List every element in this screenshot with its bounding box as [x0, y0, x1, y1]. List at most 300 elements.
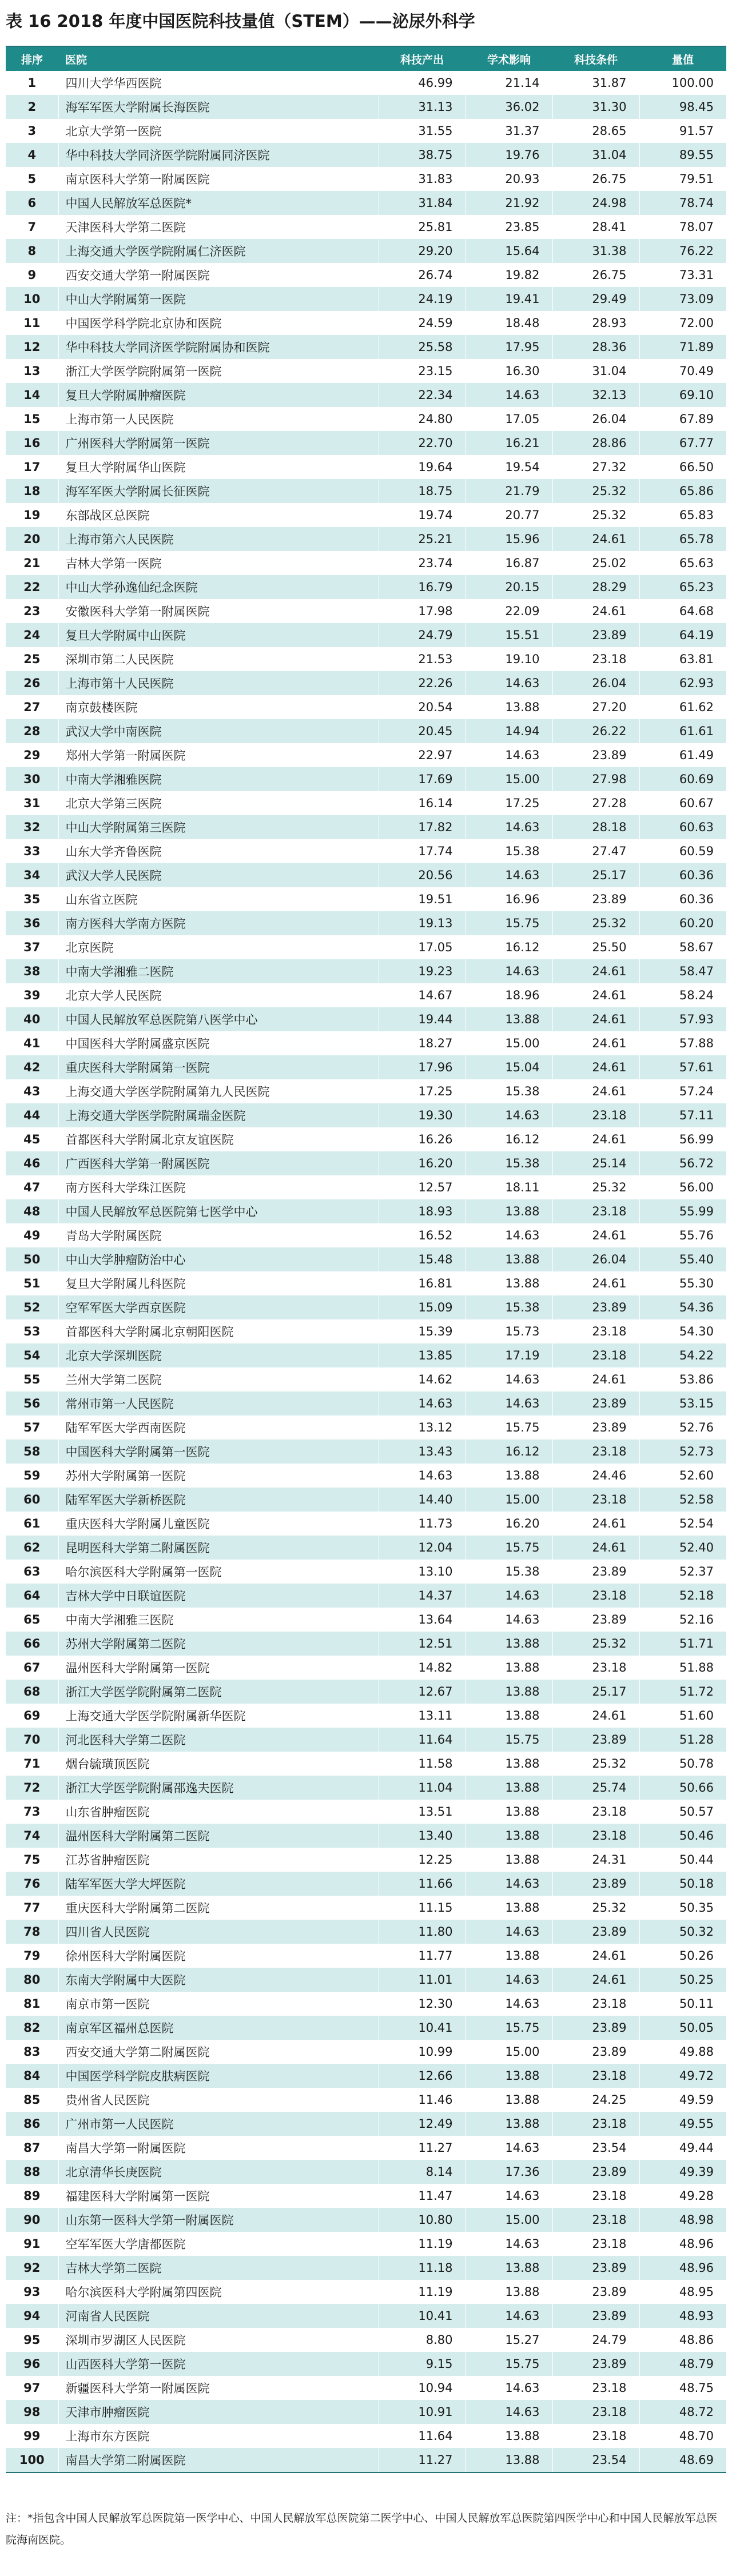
- cell-score: 63.81: [639, 647, 726, 671]
- cell-rank: 52: [6, 1295, 58, 1319]
- cell-hospital: 南方医科大学南方医院: [58, 911, 379, 935]
- cell-output: 14.63: [379, 1391, 466, 1415]
- cell-rank: 44: [6, 1103, 58, 1127]
- cell-score: 51.88: [639, 1656, 726, 1680]
- cell-impact: 18.48: [466, 311, 552, 335]
- cell-score: 76.22: [639, 239, 726, 263]
- cell-condition: 31.38: [552, 239, 639, 263]
- table-row: [6, 815, 726, 839]
- cell-score: 51.28: [639, 1728, 726, 1752]
- cell-score: 65.63: [639, 551, 726, 575]
- cell-output: 11.27: [379, 2136, 466, 2160]
- cell-output: 26.74: [379, 263, 466, 287]
- cell-impact: 16.96: [466, 887, 552, 911]
- cell-output: 11.19: [379, 2280, 466, 2304]
- cell-impact: 14.63: [466, 1223, 552, 1247]
- cell-output: 12.30: [379, 1992, 466, 2016]
- cell-condition: 25.17: [552, 1680, 639, 1704]
- table-row: [6, 95, 726, 119]
- cell-impact: 19.41: [466, 287, 552, 311]
- cell-condition: 23.89: [552, 1391, 639, 1415]
- cell-score: 51.72: [639, 1680, 726, 1704]
- cell-rank: 70: [6, 1728, 58, 1752]
- cell-score: 60.36: [639, 863, 726, 887]
- cell-output: 25.21: [379, 527, 466, 551]
- cell-rank: 16: [6, 431, 58, 455]
- cell-output: 10.94: [379, 2376, 466, 2400]
- table-row: [6, 2400, 726, 2424]
- cell-output: 12.49: [379, 2112, 466, 2136]
- cell-score: 60.20: [639, 911, 726, 935]
- table-row: [6, 2424, 726, 2448]
- cell-output: 29.20: [379, 239, 466, 263]
- cell-score: 48.75: [639, 2376, 726, 2400]
- page-title: 表 16 2018 年度中国医院科技量值（STEM）——泌尿外科学: [6, 11, 475, 31]
- cell-impact: 15.75: [466, 1728, 552, 1752]
- cell-output: 14.62: [379, 1367, 466, 1391]
- table-row: [6, 1872, 726, 1896]
- cell-score: 54.36: [639, 1295, 726, 1319]
- cell-rank: 57: [6, 1415, 58, 1439]
- cell-rank: 92: [6, 2256, 58, 2280]
- table-row: [6, 1367, 726, 1391]
- cell-condition: 28.36: [552, 335, 639, 359]
- cell-score: 48.96: [639, 2232, 726, 2256]
- cell-condition: 23.18: [552, 1800, 639, 1824]
- table-row: [6, 383, 726, 407]
- table-row: [6, 1968, 726, 1992]
- column-header-rank: 排序: [6, 46, 58, 71]
- cell-score: 60.69: [639, 767, 726, 791]
- cell-score: 57.24: [639, 1079, 726, 1103]
- table-row: [6, 1656, 726, 1680]
- cell-rank: 99: [6, 2424, 58, 2448]
- cell-rank: 50: [6, 1247, 58, 1271]
- cell-rank: 53: [6, 1319, 58, 1343]
- cell-impact: 14.63: [466, 1608, 552, 1632]
- cell-hospital: 首都医科大学附属北京友谊医院: [58, 1127, 379, 1151]
- table-row: [6, 1536, 726, 1560]
- cell-hospital: 深圳市罗湖区人民医院: [58, 2328, 379, 2352]
- cell-condition: 23.89: [552, 2352, 639, 2376]
- cell-rank: 35: [6, 887, 58, 911]
- cell-score: 50.05: [639, 2016, 726, 2040]
- cell-output: 24.79: [379, 623, 466, 647]
- table-row: [6, 2160, 726, 2184]
- cell-score: 52.40: [639, 1536, 726, 1560]
- cell-score: 55.76: [639, 1223, 726, 1247]
- cell-impact: 20.93: [466, 167, 552, 191]
- cell-hospital: 深圳市第二人民医院: [58, 647, 379, 671]
- cell-output: 19.51: [379, 887, 466, 911]
- cell-hospital: 华中科技大学同济医学院附属协和医院: [58, 335, 379, 359]
- table-row: [6, 935, 726, 959]
- cell-condition: 23.89: [552, 2304, 639, 2328]
- cell-condition: 24.61: [552, 1223, 639, 1247]
- cell-output: 19.74: [379, 503, 466, 527]
- cell-score: 50.26: [639, 1944, 726, 1968]
- table-row: [6, 1824, 726, 1848]
- cell-score: 50.18: [639, 1872, 726, 1896]
- cell-hospital: 上海交通大学医学院附属新华医院: [58, 1704, 379, 1728]
- cell-score: 58.67: [639, 935, 726, 959]
- cell-score: 55.40: [639, 1247, 726, 1271]
- cell-score: 89.55: [639, 143, 726, 167]
- cell-score: 48.96: [639, 2256, 726, 2280]
- table-row: [6, 2280, 726, 2304]
- cell-output: 14.40: [379, 1488, 466, 1512]
- cell-score: 49.39: [639, 2160, 726, 2184]
- cell-impact: 15.73: [466, 1319, 552, 1343]
- cell-condition: 24.61: [552, 1704, 639, 1728]
- cell-score: 48.95: [639, 2280, 726, 2304]
- cell-score: 52.73: [639, 1439, 726, 1464]
- cell-condition: 25.50: [552, 935, 639, 959]
- cell-impact: 15.38: [466, 839, 552, 863]
- cell-hospital: 山东省立医院: [58, 887, 379, 911]
- cell-condition: 31.04: [552, 143, 639, 167]
- cell-impact: 23.85: [466, 215, 552, 239]
- cell-score: 61.61: [639, 719, 726, 743]
- cell-hospital: 西安交通大学第一附属医院: [58, 263, 379, 287]
- cell-impact: 14.63: [466, 1367, 552, 1391]
- cell-rank: 64: [6, 1584, 58, 1608]
- cell-hospital: 吉林大学第二医院: [58, 2256, 379, 2280]
- cell-impact: 13.88: [466, 1824, 552, 1848]
- cell-condition: 23.89: [552, 2016, 639, 2040]
- cell-impact: 13.88: [466, 1271, 552, 1295]
- cell-impact: 14.63: [466, 1872, 552, 1896]
- cell-rank: 37: [6, 935, 58, 959]
- cell-score: 70.49: [639, 359, 726, 383]
- cell-rank: 62: [6, 1536, 58, 1560]
- cell-rank: 34: [6, 863, 58, 887]
- cell-output: 11.19: [379, 2232, 466, 2256]
- cell-rank: 85: [6, 2088, 58, 2112]
- cell-impact: 18.96: [466, 983, 552, 1007]
- cell-output: 21.53: [379, 647, 466, 671]
- cell-output: 16.20: [379, 1151, 466, 1175]
- cell-hospital: 福建医科大学附属第一医院: [58, 2184, 379, 2208]
- cell-hospital: 兰州大学第二医院: [58, 1367, 379, 1391]
- cell-rank: 51: [6, 1271, 58, 1295]
- cell-hospital: 中南大学湘雅医院: [58, 767, 379, 791]
- cell-condition: 26.22: [552, 719, 639, 743]
- cell-hospital: 吉林大学中日联谊医院: [58, 1584, 379, 1608]
- table-row: [6, 551, 726, 575]
- cell-rank: 26: [6, 671, 58, 695]
- cell-rank: 54: [6, 1343, 58, 1367]
- cell-hospital: 南京军区福州总医院: [58, 2016, 379, 2040]
- cell-hospital: 浙江大学医学院附属第二医院: [58, 1680, 379, 1704]
- cell-output: 20.45: [379, 719, 466, 743]
- cell-impact: 15.00: [466, 2208, 552, 2232]
- cell-output: 13.64: [379, 1608, 466, 1632]
- cell-score: 100.00: [639, 71, 726, 95]
- cell-hospital: 首都医科大学附属北京朝阳医院: [58, 1319, 379, 1343]
- cell-condition: 23.18: [552, 1343, 639, 1367]
- cell-score: 65.86: [639, 479, 726, 503]
- cell-condition: 24.61: [552, 1536, 639, 1560]
- ranking-table: [6, 46, 726, 2473]
- table-row: [6, 1391, 726, 1415]
- cell-impact: 20.77: [466, 503, 552, 527]
- cell-rank: 30: [6, 767, 58, 791]
- cell-impact: 19.76: [466, 143, 552, 167]
- table-row: [6, 455, 726, 479]
- cell-output: 12.57: [379, 1175, 466, 1199]
- cell-condition: 28.29: [552, 575, 639, 599]
- cell-output: 24.59: [379, 311, 466, 335]
- cell-impact: 15.96: [466, 527, 552, 551]
- cell-condition: 25.32: [552, 503, 639, 527]
- cell-hospital: 安徽医科大学第一附属医院: [58, 599, 379, 623]
- cell-rank: 3: [6, 119, 58, 143]
- cell-score: 57.61: [639, 1055, 726, 1079]
- cell-rank: 72: [6, 1776, 58, 1800]
- cell-condition: 27.47: [552, 839, 639, 863]
- cell-rank: 2: [6, 95, 58, 119]
- cell-condition: 23.18: [552, 2112, 639, 2136]
- cell-rank: 36: [6, 911, 58, 935]
- cell-output: 19.23: [379, 959, 466, 983]
- cell-impact: 15.75: [466, 1415, 552, 1439]
- table-row: [6, 1175, 726, 1199]
- table-row: [6, 2232, 726, 2256]
- cell-condition: 25.17: [552, 863, 639, 887]
- cell-hospital: 重庆医科大学附属第二医院: [58, 1896, 379, 1920]
- table-row: [6, 1992, 726, 2016]
- cell-score: 56.00: [639, 1175, 726, 1199]
- cell-output: 17.74: [379, 839, 466, 863]
- cell-rank: 61: [6, 1512, 58, 1536]
- cell-condition: 23.18: [552, 2232, 639, 2256]
- cell-impact: 13.88: [466, 2280, 552, 2304]
- table-row: [6, 263, 726, 287]
- cell-rank: 8: [6, 239, 58, 263]
- cell-impact: 14.63: [466, 1584, 552, 1608]
- cell-impact: 13.88: [466, 1199, 552, 1223]
- table-row: [6, 2328, 726, 2352]
- table-row: [6, 1223, 726, 1247]
- cell-condition: 23.89: [552, 623, 639, 647]
- cell-impact: 22.09: [466, 599, 552, 623]
- cell-condition: 23.18: [552, 1439, 639, 1464]
- cell-impact: 17.05: [466, 407, 552, 431]
- cell-output: 11.04: [379, 1776, 466, 1800]
- cell-rank: 55: [6, 1367, 58, 1391]
- cell-condition: 28.18: [552, 815, 639, 839]
- cell-condition: 23.89: [552, 2280, 639, 2304]
- cell-score: 57.88: [639, 1031, 726, 1055]
- cell-output: 13.11: [379, 1704, 466, 1728]
- table-row: [6, 1920, 726, 1944]
- table-row: [6, 143, 726, 167]
- cell-hospital: 广西医科大学第一附属医院: [58, 1151, 379, 1175]
- cell-score: 52.54: [639, 1512, 726, 1536]
- cell-impact: 15.64: [466, 239, 552, 263]
- cell-impact: 14.63: [466, 671, 552, 695]
- cell-impact: 13.88: [466, 1776, 552, 1800]
- cell-hospital: 陆军军医大学大坪医院: [58, 1872, 379, 1896]
- cell-rank: 7: [6, 215, 58, 239]
- cell-score: 60.67: [639, 791, 726, 815]
- cell-condition: 23.18: [552, 2376, 639, 2400]
- cell-condition: 26.04: [552, 1247, 639, 1271]
- cell-score: 50.11: [639, 1992, 726, 2016]
- cell-score: 78.07: [639, 215, 726, 239]
- table-row: [6, 1584, 726, 1608]
- cell-condition: 27.20: [552, 695, 639, 719]
- cell-hospital: 中国医学科学院皮肤病医院: [58, 2064, 379, 2088]
- cell-hospital: 上海市第一人民医院: [58, 407, 379, 431]
- cell-rank: 90: [6, 2208, 58, 2232]
- cell-score: 52.16: [639, 1608, 726, 1632]
- cell-rank: 25: [6, 647, 58, 671]
- cell-output: 12.04: [379, 1536, 466, 1560]
- cell-score: 52.37: [639, 1560, 726, 1584]
- cell-impact: 15.38: [466, 1079, 552, 1103]
- cell-hospital: 昆明医科大学第二附属医院: [58, 1536, 379, 1560]
- cell-output: 31.83: [379, 167, 466, 191]
- table-row: [6, 719, 726, 743]
- cell-condition: 24.31: [552, 1848, 639, 1872]
- cell-hospital: 空军军医大学唐都医院: [58, 2232, 379, 2256]
- cell-score: 48.98: [639, 2208, 726, 2232]
- table-row: [6, 191, 726, 215]
- cell-hospital: 吉林大学第一医院: [58, 551, 379, 575]
- cell-output: 11.64: [379, 2424, 466, 2448]
- cell-condition: 24.61: [552, 1127, 639, 1151]
- cell-output: 16.81: [379, 1271, 466, 1295]
- cell-output: 11.27: [379, 2448, 466, 2473]
- cell-hospital: 北京医院: [58, 935, 379, 959]
- cell-score: 66.50: [639, 455, 726, 479]
- table-row: [6, 335, 726, 359]
- cell-condition: 23.18: [552, 2064, 639, 2088]
- cell-output: 18.75: [379, 479, 466, 503]
- cell-rank: 91: [6, 2232, 58, 2256]
- cell-output: 23.15: [379, 359, 466, 383]
- cell-output: 17.98: [379, 599, 466, 623]
- cell-output: 13.12: [379, 1415, 466, 1439]
- cell-hospital: 复旦大学附属肿瘤医院: [58, 383, 379, 407]
- cell-output: 22.97: [379, 743, 466, 767]
- cell-hospital: 温州医科大学附属第一医院: [58, 1656, 379, 1680]
- cell-score: 52.58: [639, 1488, 726, 1512]
- cell-condition: 31.30: [552, 95, 639, 119]
- table-row: [6, 2016, 726, 2040]
- cell-score: 48.79: [639, 2352, 726, 2376]
- cell-impact: 14.63: [466, 815, 552, 839]
- cell-rank: 86: [6, 2112, 58, 2136]
- cell-impact: 16.12: [466, 935, 552, 959]
- cell-impact: 14.63: [466, 959, 552, 983]
- cell-condition: 23.18: [552, 1488, 639, 1512]
- cell-score: 73.31: [639, 263, 726, 287]
- cell-impact: 15.38: [466, 1560, 552, 1584]
- cell-output: 17.25: [379, 1079, 466, 1103]
- cell-rank: 66: [6, 1632, 58, 1656]
- table-row: [6, 1295, 726, 1319]
- cell-rank: 10: [6, 287, 58, 311]
- cell-score: 50.57: [639, 1800, 726, 1824]
- cell-impact: 13.88: [466, 1656, 552, 1680]
- cell-condition: 23.89: [552, 2256, 639, 2280]
- cell-score: 48.70: [639, 2424, 726, 2448]
- table-row: [6, 479, 726, 503]
- cell-score: 60.59: [639, 839, 726, 863]
- cell-output: 17.05: [379, 935, 466, 959]
- table-row: [6, 887, 726, 911]
- cell-rank: 28: [6, 719, 58, 743]
- cell-score: 50.46: [639, 1824, 726, 1848]
- table-row: [6, 1464, 726, 1488]
- cell-output: 23.74: [379, 551, 466, 575]
- cell-impact: 15.00: [466, 1488, 552, 1512]
- cell-rank: 68: [6, 1680, 58, 1704]
- cell-output: 20.56: [379, 863, 466, 887]
- cell-rank: 48: [6, 1199, 58, 1223]
- cell-output: 24.80: [379, 407, 466, 431]
- cell-impact: 13.88: [466, 1680, 552, 1704]
- cell-impact: 13.88: [466, 1247, 552, 1271]
- table-row: [6, 2256, 726, 2280]
- cell-hospital: 山东大学齐鲁医院: [58, 839, 379, 863]
- cell-impact: 15.00: [466, 767, 552, 791]
- table-row: [6, 503, 726, 527]
- cell-rank: 47: [6, 1175, 58, 1199]
- table-row: [6, 287, 726, 311]
- cell-rank: 18: [6, 479, 58, 503]
- cell-condition: 24.61: [552, 599, 639, 623]
- cell-hospital: 复旦大学附属儿科医院: [58, 1271, 379, 1295]
- cell-condition: 23.18: [552, 2184, 639, 2208]
- column-header-output: 科技产出: [379, 46, 466, 71]
- cell-score: 56.99: [639, 1127, 726, 1151]
- table-row: [6, 2112, 726, 2136]
- cell-impact: 13.88: [466, 1464, 552, 1488]
- cell-condition: 24.61: [552, 527, 639, 551]
- cell-rank: 83: [6, 2040, 58, 2064]
- cell-hospital: 四川省人民医院: [58, 1920, 379, 1944]
- table-row: [6, 1896, 726, 1920]
- cell-rank: 45: [6, 1127, 58, 1151]
- cell-hospital: 山东省肿瘤医院: [58, 1800, 379, 1824]
- cell-impact: 21.79: [466, 479, 552, 503]
- cell-score: 64.68: [639, 599, 726, 623]
- cell-condition: 23.89: [552, 1872, 639, 1896]
- cell-score: 49.72: [639, 2064, 726, 2088]
- cell-hospital: 南京医科大学第一附属医院: [58, 167, 379, 191]
- cell-rank: 38: [6, 959, 58, 983]
- cell-impact: 13.88: [466, 1007, 552, 1031]
- cell-condition: 25.32: [552, 1752, 639, 1776]
- cell-hospital: 上海交通大学医学院附属第九人民医院: [58, 1079, 379, 1103]
- table-row: [6, 311, 726, 335]
- cell-score: 49.28: [639, 2184, 726, 2208]
- cell-condition: 24.61: [552, 983, 639, 1007]
- cell-output: 15.48: [379, 1247, 466, 1271]
- cell-rank: 9: [6, 263, 58, 287]
- cell-impact: 13.88: [466, 695, 552, 719]
- cell-impact: 14.63: [466, 1968, 552, 1992]
- table-row: [6, 1031, 726, 1055]
- cell-score: 62.93: [639, 671, 726, 695]
- cell-hospital: 上海市第六人民医院: [58, 527, 379, 551]
- cell-hospital: 复旦大学附属华山医院: [58, 455, 379, 479]
- cell-hospital: 山东第一医科大学第一附属医院: [58, 2208, 379, 2232]
